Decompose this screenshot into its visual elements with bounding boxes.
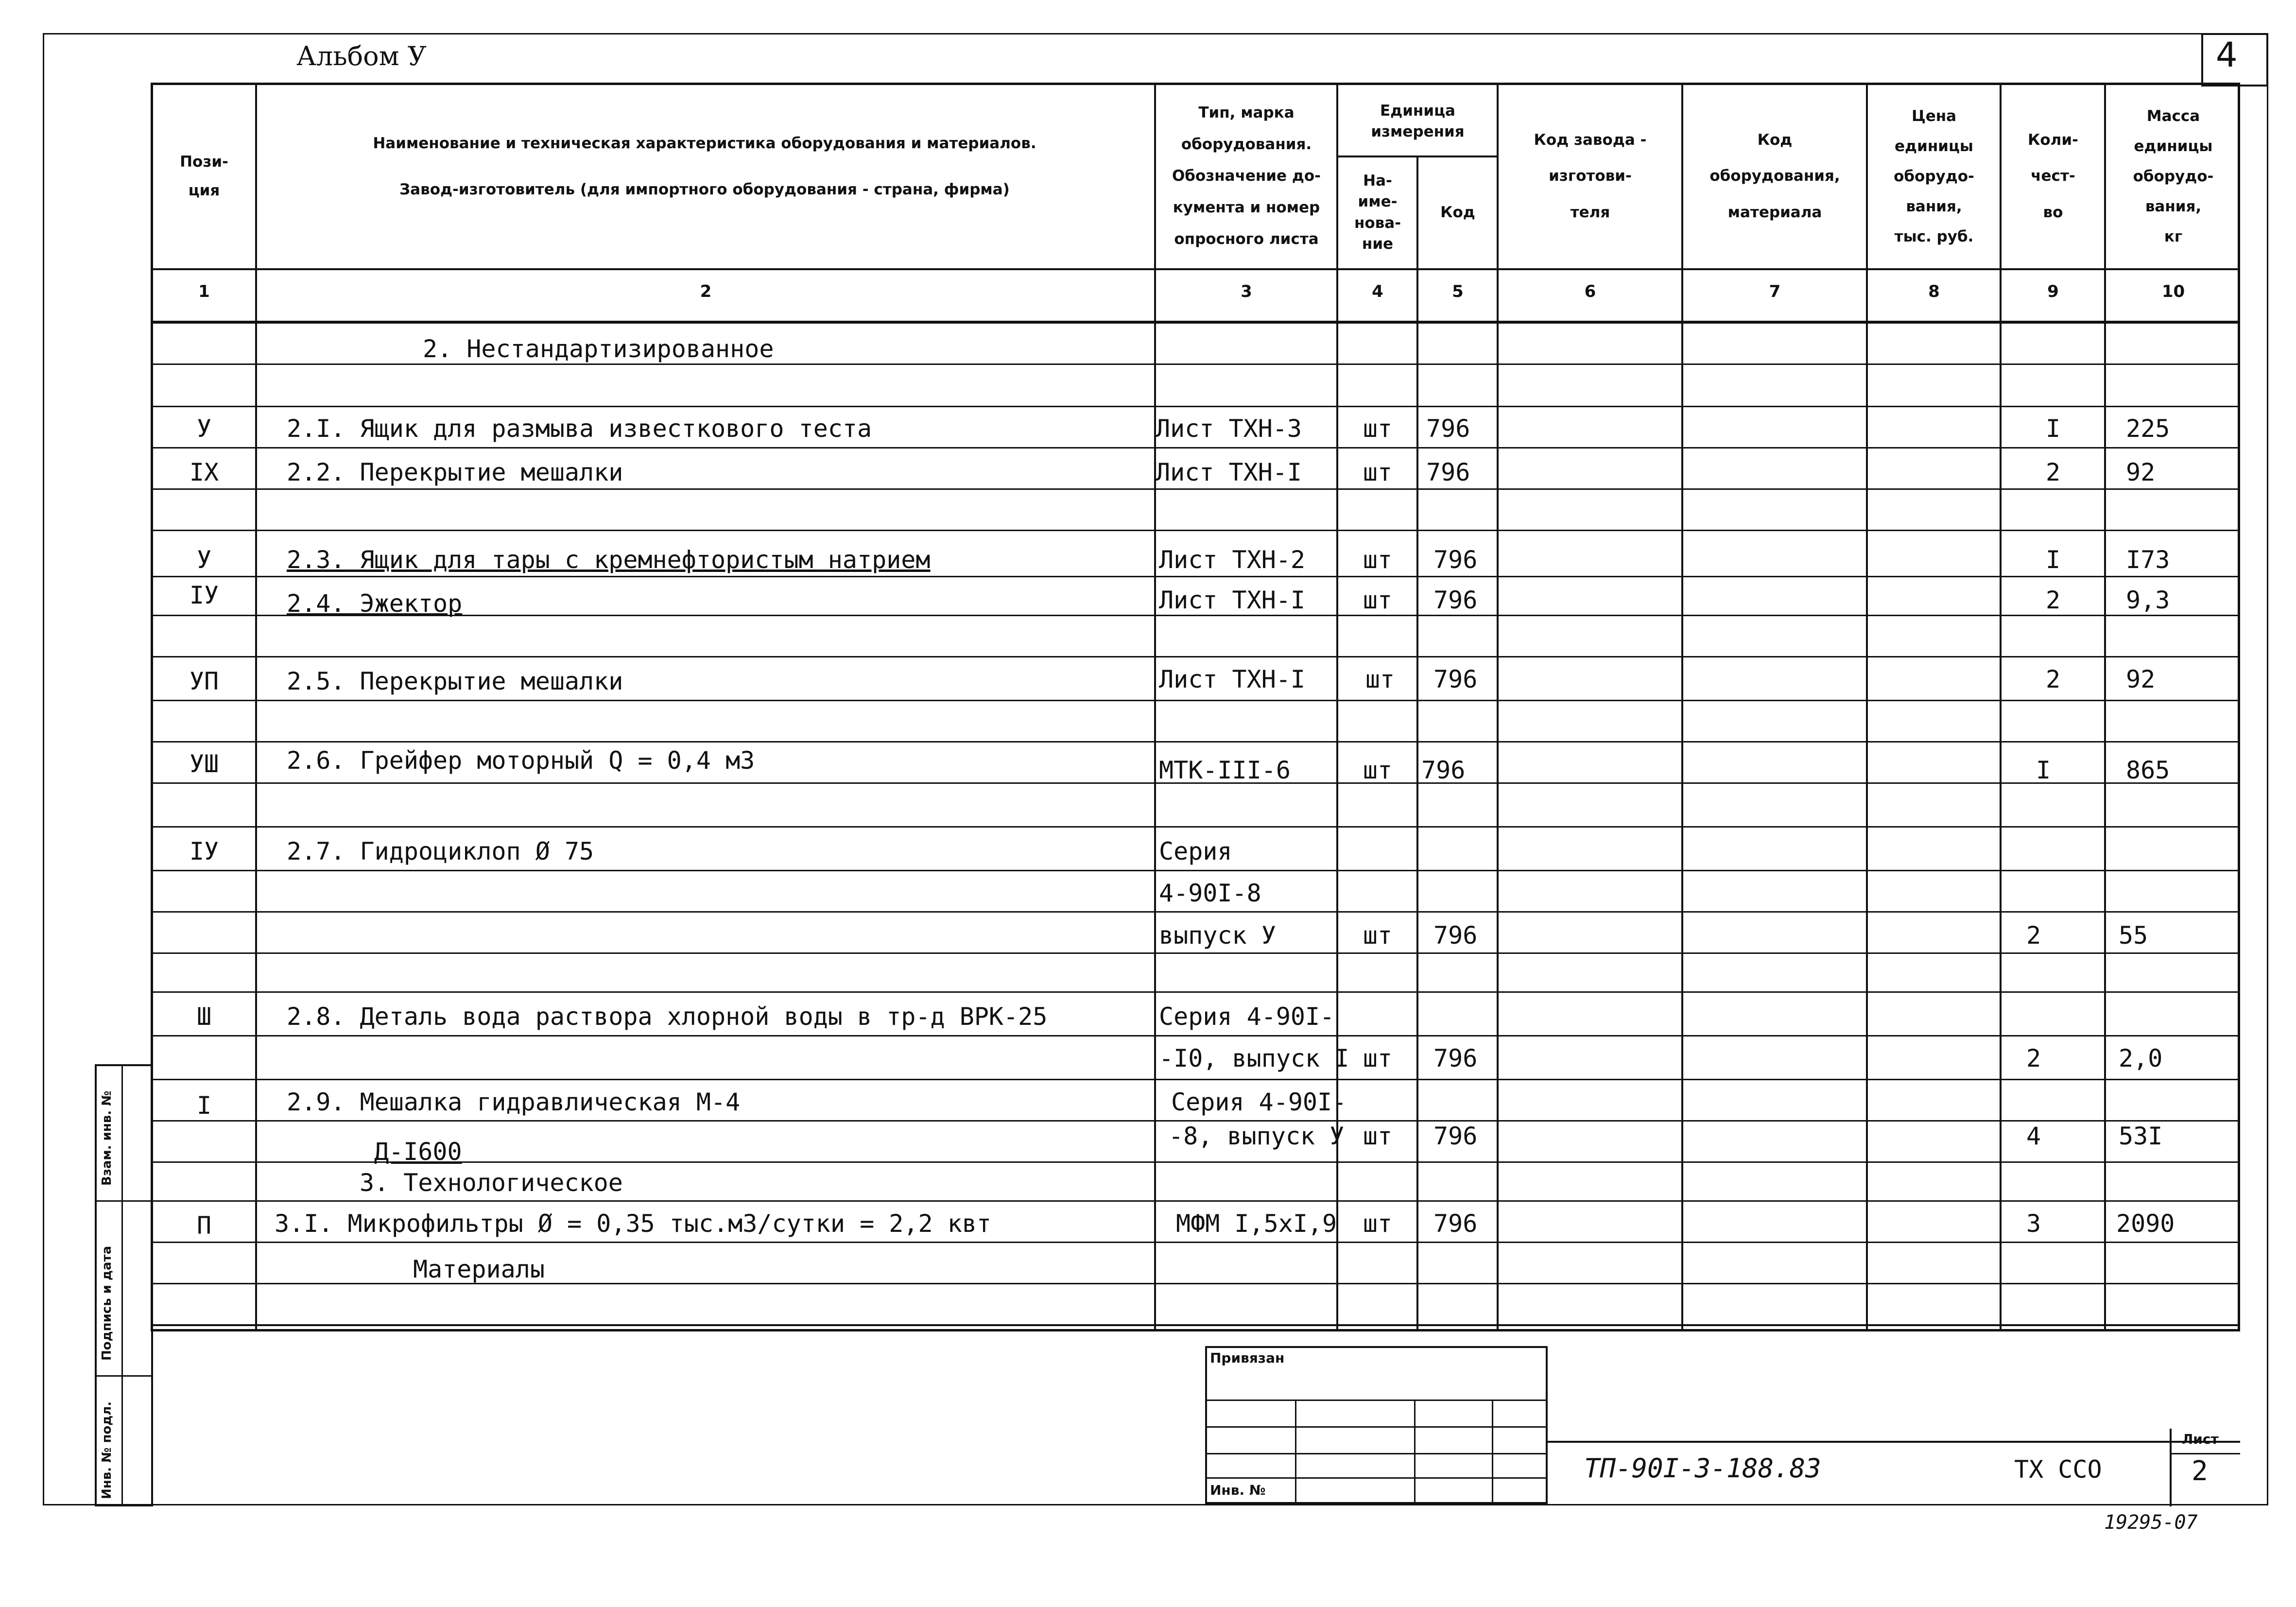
row-mass: I73 <box>2126 546 2170 574</box>
row-code: 796 <box>1433 1210 1478 1238</box>
colnum-2: 2 <box>700 282 712 301</box>
row-name: 2.4. Эжектор <box>287 589 463 618</box>
row-type: Лист ТХН-I <box>1156 458 1302 486</box>
side-strip-line <box>95 1200 153 1202</box>
row-qty: 3 <box>2026 1210 2041 1238</box>
row-line <box>151 363 2240 365</box>
row-code: 796 <box>1433 1044 1478 1072</box>
row-line <box>151 952 2240 954</box>
header-col10: Масса единицы оборудо- вания, кг <box>2133 107 2214 245</box>
stamp-line <box>1205 1477 1548 1479</box>
header-col4: На- име- нова- ние <box>1354 172 1401 253</box>
stamp-vline <box>1414 1400 1416 1504</box>
row-code: 796 <box>1426 458 1470 486</box>
row-name: 2.9. Мешалка гидравлическая М-4 <box>287 1088 741 1116</box>
row-unit: шт <box>1363 921 1393 950</box>
row-qty: 2 <box>2026 921 2041 950</box>
row-mass: 55 <box>2119 921 2148 950</box>
row-pos: IУ <box>189 581 219 609</box>
header-col3: Тип, марка оборудования. Обозначение до- кумента и номер опросного листа <box>1172 104 1321 248</box>
row-pos: IУ <box>189 837 219 865</box>
row-type: Серия 4-90I- <box>1171 1088 1347 1116</box>
row-line <box>151 1200 2240 1202</box>
header-col8: Цена единицы оборудо- вания, тыс. руб. <box>1894 107 1974 245</box>
row-mass: 92 <box>2126 665 2156 693</box>
row-qty: I <box>2045 546 2061 574</box>
row-line <box>151 1242 2240 1243</box>
row-line <box>151 530 2240 531</box>
colnum-7: 7 <box>1769 282 1781 301</box>
header-col7: Код оборудования, материала <box>1709 131 1840 221</box>
row-name: 2.6. Грейфер моторный Q = 0,4 м3 <box>287 746 755 775</box>
header-sub-line <box>1336 156 1497 157</box>
stamp-privyazan: Привязан <box>1210 1350 1285 1366</box>
row-unit: шт <box>1363 546 1393 574</box>
row-pos: IX <box>189 458 219 486</box>
row-pos: У <box>196 546 212 574</box>
row-line <box>151 576 2240 577</box>
row-name: 2.5. Перекрытие мешалки <box>287 667 623 695</box>
row-name: 3.I. Микрофильтры Ø = 0,35 тыс.м3/сутки = 2,2 квт <box>275 1210 992 1238</box>
stamp-sheet-code: ТХ ССО <box>2014 1455 2102 1484</box>
colnum-6: 6 <box>1584 282 1596 301</box>
header-col45-group: Единица измерения <box>1371 102 1465 140</box>
row-name: 2.3. Ящик для тары с кремнефтористым натрием <box>287 546 931 574</box>
side-label-podpis: Подпись и дата <box>100 1245 114 1361</box>
row-unit: шт <box>1365 665 1395 693</box>
row-pos: I <box>196 1091 212 1120</box>
stamp-line <box>1205 1453 1548 1454</box>
row-mass: 9,3 <box>2126 586 2170 614</box>
col-line-4 <box>1416 156 1418 1331</box>
row-code: 796 <box>1433 546 1478 574</box>
side-label-inv-podl: Инв. № подл. <box>100 1401 114 1499</box>
header-bottom-line <box>151 268 2240 270</box>
row-line <box>151 1035 2240 1037</box>
side-strip-line <box>95 1375 153 1377</box>
colnum-1: 1 <box>198 282 210 301</box>
row-line <box>151 488 2240 490</box>
row-qty: 2 <box>2045 586 2061 614</box>
row-pos: У <box>196 415 212 443</box>
row-name: 2.I. Ящик для размыва известкового теста <box>287 415 872 443</box>
row-type: выпуск У <box>1159 921 1276 950</box>
header-col2-line2: Завод-изготовитель (для импортного оборудования - страна, фирма) <box>399 180 1010 198</box>
row-line <box>151 1161 2240 1163</box>
row-line <box>151 741 2240 743</box>
row-qty: I <box>2036 756 2051 784</box>
colnum-8: 8 <box>1928 282 1940 301</box>
colnum-3: 3 <box>1241 282 1252 301</box>
row-mass: 92 <box>2126 458 2156 486</box>
stamp-doc-line <box>1548 1441 2240 1443</box>
row-qty: 4 <box>2026 1122 2041 1150</box>
side-label-vzam: Взам. инв. № <box>100 1090 114 1186</box>
row-pos: Ш <box>196 1002 212 1031</box>
stamp-box <box>1205 1346 1548 1504</box>
row-type: -8, выпуск У <box>1169 1122 1345 1150</box>
colnum-4: 4 <box>1372 282 1383 301</box>
row-mass: 225 <box>2126 415 2170 443</box>
row-qty: 2 <box>2026 1044 2041 1072</box>
row-line <box>151 700 2240 701</box>
row-code: 796 <box>1433 665 1478 693</box>
row-unit: шт <box>1363 1044 1393 1072</box>
row-qty: 2 <box>2045 665 2061 693</box>
colnum-9: 9 <box>2047 282 2059 301</box>
row-mass: 2090 <box>2116 1210 2175 1238</box>
side-strip-divider <box>121 1064 123 1506</box>
stamp-sheet-number: 2 <box>2192 1455 2208 1487</box>
row-type: Серия <box>1159 837 1232 865</box>
row-name: Д-I600 <box>374 1138 462 1166</box>
row-code: 796 <box>1421 756 1466 784</box>
stamp-line <box>1205 1400 1548 1401</box>
row-type: Лист ТХН-3 <box>1156 415 1302 443</box>
row-unit: шт <box>1363 458 1393 486</box>
row-name: 2.2. Перекрытие мешалки <box>287 458 623 486</box>
album-title: Альбом У <box>296 41 427 71</box>
row-line <box>151 615 2240 616</box>
row-line <box>151 911 2240 913</box>
row-unit: шт <box>1363 756 1393 784</box>
row-name: 2.8. Деталь вода раствора хлорной воды в тр-д ВРК-25 <box>287 1002 1048 1031</box>
row-type: Лист ТХН-I <box>1159 586 1306 614</box>
row-unit: шт <box>1363 415 1393 443</box>
row-pos: УШ <box>189 750 219 778</box>
row-line <box>151 447 2240 449</box>
colnum-10: 10 <box>2161 282 2185 301</box>
row-qty: I <box>2045 415 2061 443</box>
stamp-inv-no: Инв. № <box>1210 1482 1266 1498</box>
stamp-sheet-vline <box>2170 1429 2172 1506</box>
corner-page-number: 4 <box>2216 35 2238 75</box>
stamp-line <box>1205 1426 1548 1428</box>
row-mass: 865 <box>2126 756 2170 784</box>
row-line <box>151 1079 2240 1080</box>
row-name: 2.7. Гидроциклоп Ø 75 <box>287 837 594 865</box>
stamp-vline <box>1295 1400 1296 1504</box>
stamp-sheet-hline <box>2170 1453 2240 1454</box>
header-col1: Пози- ция <box>180 153 228 199</box>
table-bottom-line <box>151 1324 2240 1326</box>
stamp-vline <box>1492 1400 1493 1504</box>
row-type: Лист ТХН-I <box>1159 665 1306 693</box>
row-code: 796 <box>1426 415 1470 443</box>
row-type: Серия 4-90I- <box>1159 1002 1335 1031</box>
stamp-sheet-label: Лист <box>2182 1431 2219 1447</box>
header-col6: Код завода - изготови- теля <box>1534 131 1647 221</box>
row-line <box>151 826 2240 828</box>
row-type: Лист ТХН-2 <box>1159 546 1306 574</box>
row-name: Материалы <box>413 1255 545 1283</box>
header-col5: Код <box>1440 204 1475 222</box>
row-name: 3. Технологическое <box>360 1169 623 1197</box>
row-pos: УП <box>189 667 219 695</box>
row-unit: шт <box>1363 1210 1393 1238</box>
row-line <box>151 870 2240 871</box>
row-type: МТК-III-6 <box>1159 756 1291 784</box>
row-mass: 53I <box>2119 1122 2163 1150</box>
row-name: 2. Нестандартизированное <box>423 335 774 363</box>
row-code: 796 <box>1433 586 1478 614</box>
row-mass: 2,0 <box>2119 1044 2163 1072</box>
row-type: МФМ I,5хI,9 <box>1176 1210 1337 1238</box>
colnum-bottom-line <box>151 321 2240 324</box>
row-line <box>151 656 2240 657</box>
row-code: 796 <box>1433 921 1478 950</box>
footer-mark: 19295-07 <box>2104 1511 2198 1534</box>
row-pos: П <box>196 1211 212 1240</box>
row-type: -I0, выпуск I <box>1159 1044 1349 1072</box>
row-unit: шт <box>1363 586 1393 614</box>
row-code: 796 <box>1433 1122 1478 1150</box>
row-type: 4-90I-8 <box>1159 879 1261 907</box>
colnum-5: 5 <box>1452 282 1464 301</box>
row-unit: шт <box>1363 1122 1393 1150</box>
header-col9: Коли- чест- во <box>2028 131 2078 221</box>
header-col2-line1: Наименование и техническая характеристика оборудования и материалов. <box>373 134 1036 152</box>
row-qty: 2 <box>2045 458 2061 486</box>
row-line <box>151 406 2240 407</box>
stamp-doc-code: ТП-90I-3-188.83 <box>1584 1453 1821 1484</box>
row-line <box>151 991 2240 993</box>
